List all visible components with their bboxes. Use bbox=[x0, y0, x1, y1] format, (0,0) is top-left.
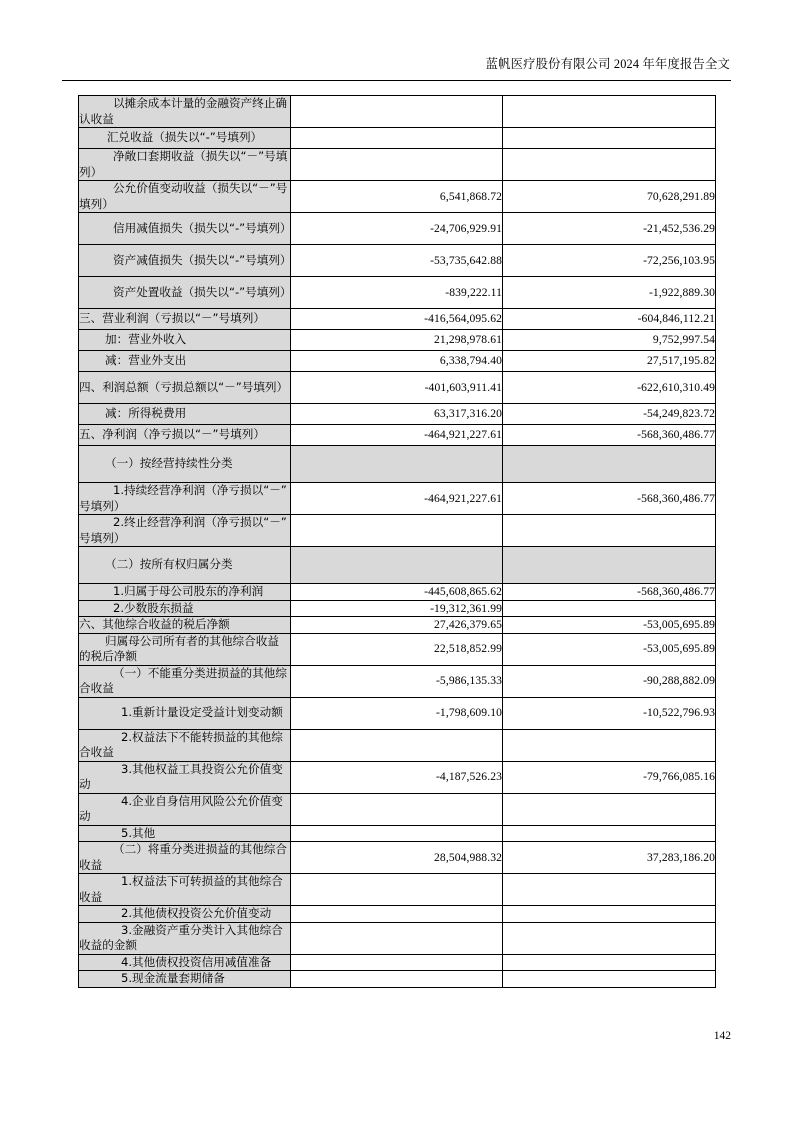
row-label-cell bbox=[79, 547, 291, 584]
row-label: 1.持续经营净利润（净亏损以“－”号填列） bbox=[79, 483, 287, 513]
current-period-value: -19,312,361.99 bbox=[291, 600, 503, 617]
current-period-value: -5,986,135.33 bbox=[291, 665, 503, 697]
row-label: 3.其他权益工具投资公允价值变动 bbox=[79, 761, 283, 791]
row-label: 1.归属于母公司股东的净利润 bbox=[113, 584, 264, 598]
table-row bbox=[79, 128, 716, 149]
row-label-cell bbox=[79, 761, 291, 793]
row-label: 资产减值损失（损失以“-”号填列） bbox=[113, 252, 292, 267]
row-label: 减：营业外支出 bbox=[105, 353, 187, 368]
row-label: 信用减值损失（损失以“-”号填列） bbox=[113, 220, 292, 235]
prior-period-value: 27,517,195.82 bbox=[503, 351, 716, 372]
table-row bbox=[79, 404, 716, 425]
table-row bbox=[79, 213, 716, 245]
prior-period-value: -21,452,536.29 bbox=[503, 213, 716, 245]
row-label-cell bbox=[79, 906, 291, 923]
prior-period-value bbox=[503, 446, 716, 483]
table-row bbox=[79, 874, 716, 906]
current-period-value bbox=[291, 446, 503, 483]
prior-period-value bbox=[503, 149, 716, 181]
prior-period-value: -54,249,823.72 bbox=[503, 404, 716, 425]
row-label: 以摊余成本计量的金融资产终止确认收益 bbox=[79, 96, 287, 126]
financial-table-container bbox=[78, 95, 715, 988]
row-label-cell bbox=[79, 515, 291, 547]
current-period-value: -24,706,929.91 bbox=[291, 213, 503, 245]
row-label-cell bbox=[79, 954, 291, 971]
prior-period-value: -568,360,486.77 bbox=[503, 483, 716, 515]
row-label: 1.重新计量设定受益计划变动额 bbox=[121, 705, 283, 720]
row-label: 2.终止经营净利润（净亏损以“－”号填列） bbox=[79, 515, 287, 545]
row-label-cell bbox=[79, 213, 291, 245]
row-label: 4.其他债权投资信用减值准备 bbox=[121, 954, 272, 969]
row-label-cell bbox=[79, 330, 291, 351]
row-label: （二）按所有权归属分类 bbox=[105, 557, 233, 572]
row-label-cell bbox=[79, 825, 291, 842]
row-label: 加：营业外收入 bbox=[105, 332, 187, 347]
prior-period-value: -568,360,486.77 bbox=[503, 425, 716, 446]
table-row bbox=[79, 842, 716, 874]
row-label-cell bbox=[79, 245, 291, 277]
row-label-cell bbox=[79, 584, 291, 601]
table-row bbox=[79, 954, 716, 971]
prior-period-value bbox=[503, 515, 716, 547]
table-row bbox=[79, 515, 716, 547]
prior-period-value bbox=[503, 793, 716, 825]
row-label-cell bbox=[79, 128, 291, 149]
table-row bbox=[79, 600, 716, 617]
table-row bbox=[79, 483, 716, 515]
prior-period-value bbox=[503, 547, 716, 584]
page-number: 142 bbox=[713, 1030, 731, 1042]
current-period-value bbox=[291, 954, 503, 971]
row-label: 减：所得税费用 bbox=[105, 406, 187, 421]
prior-period-value: -568,360,486.77 bbox=[503, 584, 716, 601]
table-row bbox=[79, 906, 716, 923]
current-period-value: -839,222.11 bbox=[291, 277, 503, 309]
prior-period-value bbox=[503, 971, 716, 988]
row-label-cell bbox=[79, 842, 291, 874]
row-label-cell bbox=[79, 96, 291, 128]
current-period-value bbox=[291, 874, 503, 906]
row-label: 2.其他债权投资公允价值变动 bbox=[121, 906, 272, 920]
prior-period-value bbox=[503, 729, 716, 761]
row-label: 2.少数股东损益 bbox=[113, 600, 194, 615]
row-label-cell bbox=[79, 351, 291, 372]
current-period-value: -416,564,095.62 bbox=[291, 309, 503, 330]
row-label: 5.其他 bbox=[121, 825, 156, 840]
prior-period-value: -10,522,796.93 bbox=[503, 697, 716, 729]
table-row bbox=[79, 351, 716, 372]
current-period-value: 28,504,988.32 bbox=[291, 842, 503, 874]
row-label: 3.金融资产重分类计入其他综合收益的金额 bbox=[79, 922, 283, 952]
table-row bbox=[79, 825, 716, 842]
prior-period-value: -53,005,695.89 bbox=[503, 617, 716, 634]
table-row bbox=[79, 971, 716, 988]
table-row bbox=[79, 584, 716, 601]
row-label-cell bbox=[79, 372, 291, 404]
row-label: 2.权益法下不能转损益的其他综合收益 bbox=[79, 729, 283, 759]
current-period-value bbox=[291, 825, 503, 842]
current-period-value: -464,921,227.61 bbox=[291, 483, 503, 515]
row-label: （一）不能重分类进损益的其他综合收益 bbox=[79, 665, 287, 695]
prior-period-value bbox=[503, 922, 716, 954]
prior-period-value: -72,256,103.95 bbox=[503, 245, 716, 277]
table-row bbox=[79, 149, 716, 181]
row-label-cell bbox=[79, 793, 291, 825]
row-label-cell bbox=[79, 404, 291, 425]
current-period-value bbox=[291, 547, 503, 584]
row-label-cell bbox=[79, 149, 291, 181]
prior-period-value: -53,005,695.89 bbox=[503, 633, 716, 665]
current-period-value bbox=[291, 729, 503, 761]
table-row bbox=[79, 793, 716, 825]
table-body bbox=[79, 96, 716, 988]
prior-period-value bbox=[503, 600, 716, 617]
table-row bbox=[79, 697, 716, 729]
row-label-cell bbox=[79, 617, 291, 634]
current-period-value: 27,426,379.65 bbox=[291, 617, 503, 634]
current-period-value bbox=[291, 515, 503, 547]
current-period-value: 22,518,852.99 bbox=[291, 633, 503, 665]
table-row bbox=[79, 446, 716, 483]
current-period-value bbox=[291, 906, 503, 923]
prior-period-value bbox=[503, 128, 716, 149]
table-row bbox=[79, 617, 716, 634]
row-label: 四、利润总额（亏损总额以“－”号填列） bbox=[79, 379, 289, 394]
row-label: 1.权益法下可转损益的其他综合收益 bbox=[79, 874, 283, 904]
row-label-cell bbox=[79, 874, 291, 906]
table-row bbox=[79, 181, 716, 213]
current-period-value bbox=[291, 149, 503, 181]
row-label-cell bbox=[79, 922, 291, 954]
row-label: 归属母公司所有者的其他综合收益的税后净额 bbox=[79, 633, 279, 663]
row-label: 5.现金流量套期储备 bbox=[121, 971, 225, 985]
row-label: 净敞口套期收益（损失以“－”号填列） bbox=[79, 149, 288, 179]
row-label-cell bbox=[79, 425, 291, 446]
current-period-value bbox=[291, 971, 503, 988]
prior-period-value: -79,766,085.16 bbox=[503, 761, 716, 793]
prior-period-value: -90,288,882.09 bbox=[503, 665, 716, 697]
row-label: （一）按经营持续性分类 bbox=[105, 456, 233, 471]
row-label: 4.企业自身信用风险公允价值变动 bbox=[79, 793, 283, 823]
current-period-value bbox=[291, 96, 503, 128]
table-row bbox=[79, 761, 716, 793]
prior-period-value bbox=[503, 96, 716, 128]
header-rule bbox=[62, 80, 731, 81]
current-period-value: -464,921,227.61 bbox=[291, 425, 503, 446]
row-label-cell bbox=[79, 277, 291, 309]
table-row bbox=[79, 330, 716, 351]
row-label-cell bbox=[79, 665, 291, 697]
current-period-value: -401,603,911.41 bbox=[291, 372, 503, 404]
row-label-cell bbox=[79, 697, 291, 729]
table-row bbox=[79, 729, 716, 761]
row-label: （二）将重分类进损益的其他综合收益 bbox=[79, 842, 287, 872]
current-period-value: 6,541,868.72 bbox=[291, 181, 503, 213]
row-label-cell bbox=[79, 446, 291, 483]
row-label: 五、净利润（净亏损以“－”号填列） bbox=[79, 427, 265, 442]
prior-period-value: -1,922,889.30 bbox=[503, 277, 716, 309]
table-row bbox=[79, 425, 716, 446]
prior-period-value: 70,628,291.89 bbox=[503, 181, 716, 213]
table-row bbox=[79, 245, 716, 277]
prior-period-value bbox=[503, 906, 716, 923]
row-label: 六、其他综合收益的税后净额 bbox=[79, 617, 230, 631]
row-label-cell bbox=[79, 633, 291, 665]
row-label: 公允价值变动收益（损失以“－”号填列） bbox=[79, 181, 288, 211]
current-period-value bbox=[291, 793, 503, 825]
current-period-value: 6,338,794.40 bbox=[291, 351, 503, 372]
table-row bbox=[79, 547, 716, 584]
prior-period-value: -622,610,310.49 bbox=[503, 372, 716, 404]
current-period-value bbox=[291, 128, 503, 149]
row-label-cell bbox=[79, 600, 291, 617]
row-label-cell bbox=[79, 729, 291, 761]
current-period-value bbox=[291, 922, 503, 954]
current-period-value: 63,317,316.20 bbox=[291, 404, 503, 425]
row-label-cell bbox=[79, 483, 291, 515]
prior-period-value: -604,846,112.21 bbox=[503, 309, 716, 330]
current-period-value: -1,798,609.10 bbox=[291, 697, 503, 729]
table-row bbox=[79, 309, 716, 330]
table-row bbox=[79, 277, 716, 309]
table-row bbox=[79, 633, 716, 665]
row-label-cell bbox=[79, 309, 291, 330]
row-label: 三、营业利润（亏损以“－”号填列） bbox=[79, 311, 265, 326]
current-period-value: -53,735,642.88 bbox=[291, 245, 503, 277]
table-row bbox=[79, 922, 716, 954]
current-period-value: -4,187,526.23 bbox=[291, 761, 503, 793]
prior-period-value bbox=[503, 874, 716, 906]
row-label: 资产处置收益（损失以“-”号填列） bbox=[113, 284, 292, 299]
row-label-cell bbox=[79, 181, 291, 213]
income-statement-table bbox=[78, 95, 716, 988]
table-row bbox=[79, 665, 716, 697]
current-period-value: -445,608,865.62 bbox=[291, 584, 503, 601]
prior-period-value: 37,283,186.20 bbox=[503, 842, 716, 874]
current-period-value: 21,298,978.61 bbox=[291, 330, 503, 351]
prior-period-value bbox=[503, 954, 716, 971]
table-row bbox=[79, 372, 716, 404]
row-label-cell bbox=[79, 971, 291, 988]
prior-period-value: 9,752,997.54 bbox=[503, 330, 716, 351]
row-label: 汇兑收益（损失以“-”号填列） bbox=[106, 130, 263, 145]
running-header: 蓝帆医疗股份有限公司 2024 年年度报告全文 bbox=[485, 57, 730, 71]
table-row bbox=[79, 96, 716, 128]
prior-period-value bbox=[503, 825, 716, 842]
